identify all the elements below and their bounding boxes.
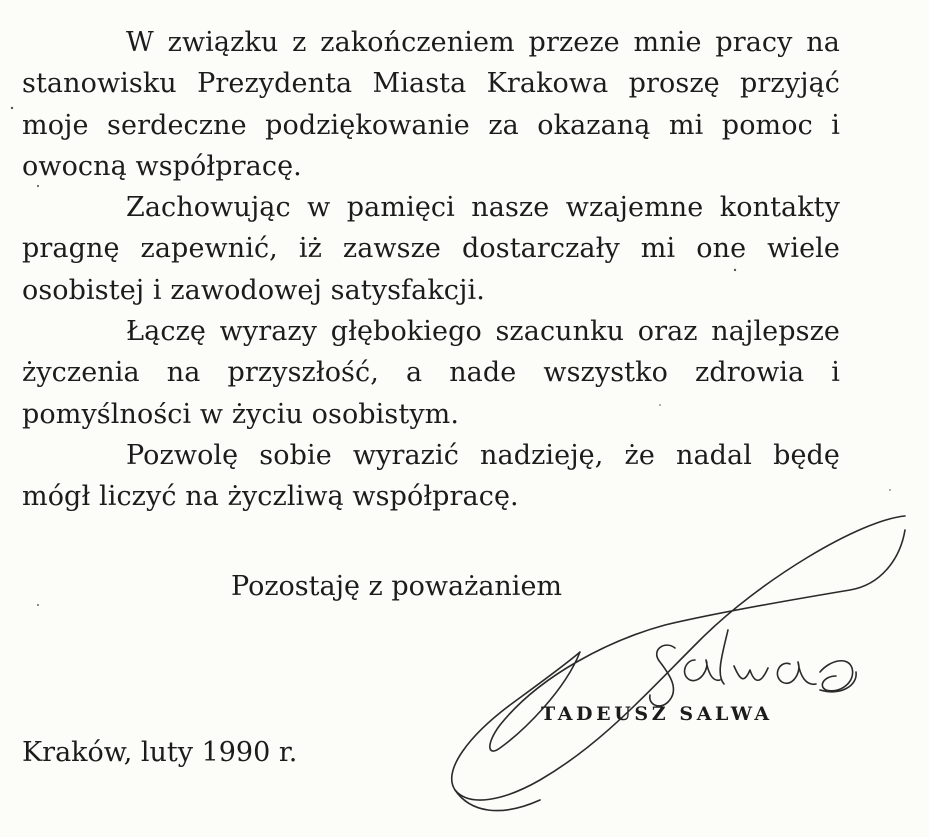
place-and-date: Kraków, luty 1990 r. (22, 737, 298, 768)
closing-phrase: Pozostaję z poważaniem (231, 571, 563, 602)
paragraph-wishes: Łączę wyrazy głębokiego szacunku oraz najlepsze życzenia na przyszłość, a nade wszystko zdrowia i pomyślności w życiu osobistym. (22, 316, 840, 430)
letter-body (22, 22, 840, 518)
paragraph-memories: Zachowując w pamięci nasze wzajemne kontakty pragnę zapewnić, iż zawsze dostarczały mi one wiele osobistej i zawodowej satysfakcji. (22, 192, 840, 306)
paragraph-thanks: W związku z zakończeniem przeze mnie pracy na stanowisku Prezydenta Miasta Krakowa proszę przyjąć moje serdeczne podziękowanie za okazaną mi pomoc i owocną współpracę. (22, 27, 840, 182)
signer-name: TADEUSZ SALWA (541, 703, 773, 725)
paragraph-hope: Pozwolę sobie wyrazić nadzieję, że nadal będę mógł liczyć na życzliwą współpracę. (22, 439, 840, 513)
